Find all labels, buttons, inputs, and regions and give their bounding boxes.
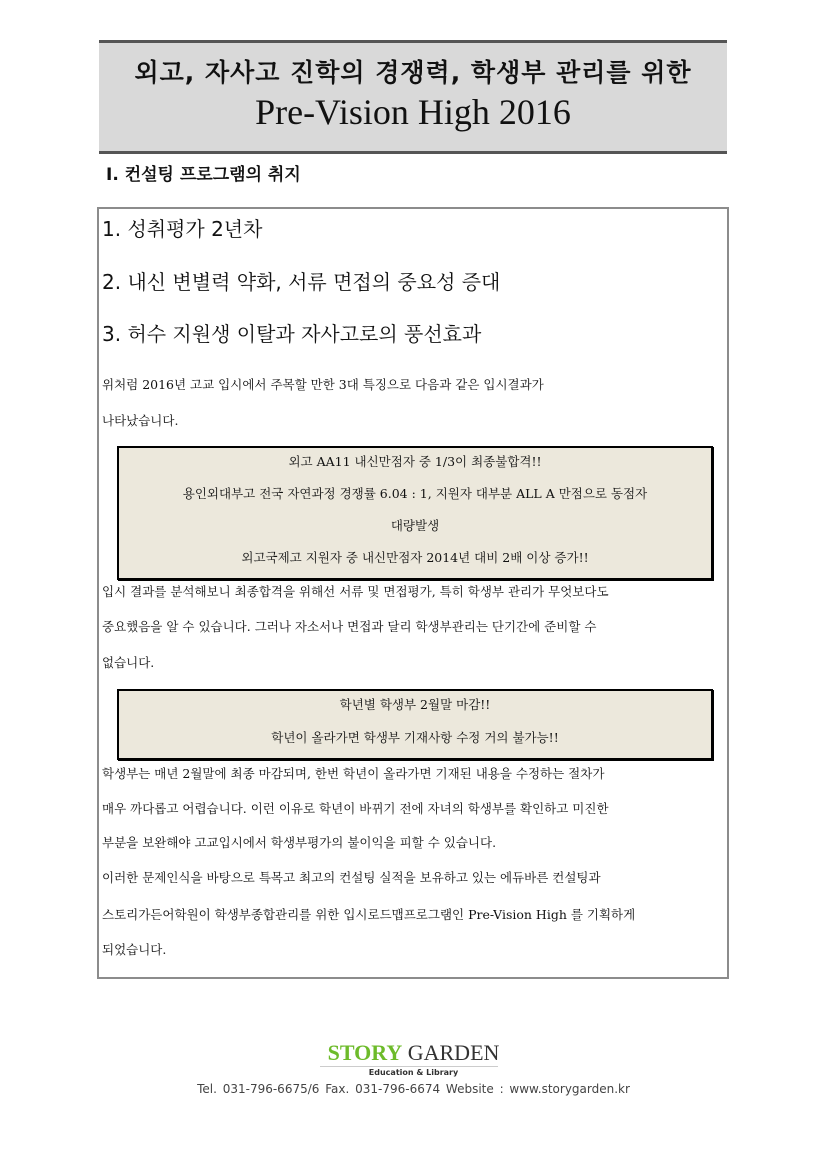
paragraph-line: 스토리가든어학원이 학생부종합관리를 위한 입시로드맵프로그램인 Pre-Vision High 를 기획하게 [102, 907, 636, 922]
logo-divider [320, 1066, 498, 1067]
content-box [97, 207, 729, 979]
point-item: 1. 성취평가 2년차 [102, 217, 263, 241]
paragraph-line: 이러한 문제인식을 바탕으로 특목고 최고의 컨설팅 실적을 보유하고 있는 에듀바른 컨설팅과 [102, 870, 601, 885]
paragraph-line: 위처럼 2016년 고교 입시에서 주목할 만한 3대 특징으로 다음과 같은 입시결과가 [102, 377, 544, 392]
highlight-line: 외고국제고 지원자 중 내신만점자 2014년 대비 2배 이상 증가!! [241, 550, 589, 565]
point-item: 3. 허수 지원생 이탈과 자사고로의 풍선효과 [102, 322, 482, 346]
highlight-line: 학년별 학생부 2월말 마감!! [339, 697, 491, 712]
title-line-2: Pre-Vision High 2016 [255, 92, 571, 132]
story-garden-logo [0, 1040, 827, 1066]
contact-info: Tel. 031-796-6675/6 Fax. 031-796-6674 Website : www.storygarden.kr [197, 1082, 630, 1096]
title-banner [99, 40, 727, 154]
paragraph-line: 중요했음을 알 수 있습니다. 그러나 자소서나 면접과 달리 학생부관리는 단기간에 준비할 수 [102, 619, 597, 634]
paragraph-line: 입시 결과를 분석해보니 최종합격을 위해선 서류 및 면접평가, 특히 학생부 관리가 무엇보다도 [102, 584, 609, 599]
paragraph-line: 매우 까다롭고 어렵습니다. 이런 이유로 학년이 바뀌기 전에 자녀의 학생부를 확인하고 미진한 [102, 801, 609, 816]
paragraph-line: 학생부는 매년 2월말에 최종 마감되며, 한번 학년이 올라가면 기재된 내용을 수정하는 절차가 [102, 766, 605, 781]
highlight-line: 용인외대부고 전국 자연과정 경쟁률 6.04 : 1, 지원자 대부분 ALL A 만점으로 동점자 [182, 486, 648, 501]
highlight-line: 학년이 올라가면 학생부 기재사항 수정 거의 불가능!! [271, 730, 559, 745]
paragraph-line: 부분을 보완해야 고교입시에서 학생부평가의 불이익을 피할 수 있습니다. [102, 835, 497, 850]
point-item: 2. 내신 변별력 약화, 서류 면접의 중요성 증대 [102, 270, 501, 294]
highlight-line: 대량발생 [390, 518, 440, 533]
highlight-box-deadline [117, 689, 713, 760]
paragraph-line: 없습니다. [102, 655, 155, 670]
title-line-1: 외고, 자사고 진학의 경쟁력, 학생부 관리를 위한 [134, 58, 692, 87]
highlight-box-results [117, 446, 713, 580]
logo-garden: GARDEN [407, 1040, 500, 1065]
section-heading: Ⅰ. 컨설팅 프로그램의 취지 [106, 165, 301, 185]
logo-story: STORY [327, 1040, 403, 1065]
highlight-line: 외고 AA11 내신만점자 중 1/3이 최종불합격!! [288, 454, 542, 469]
paragraph-line: 되었습니다. [102, 942, 167, 957]
logo-tagline: Education & Library [368, 1068, 459, 1077]
paragraph-line: 나타났습니다. [102, 413, 179, 428]
